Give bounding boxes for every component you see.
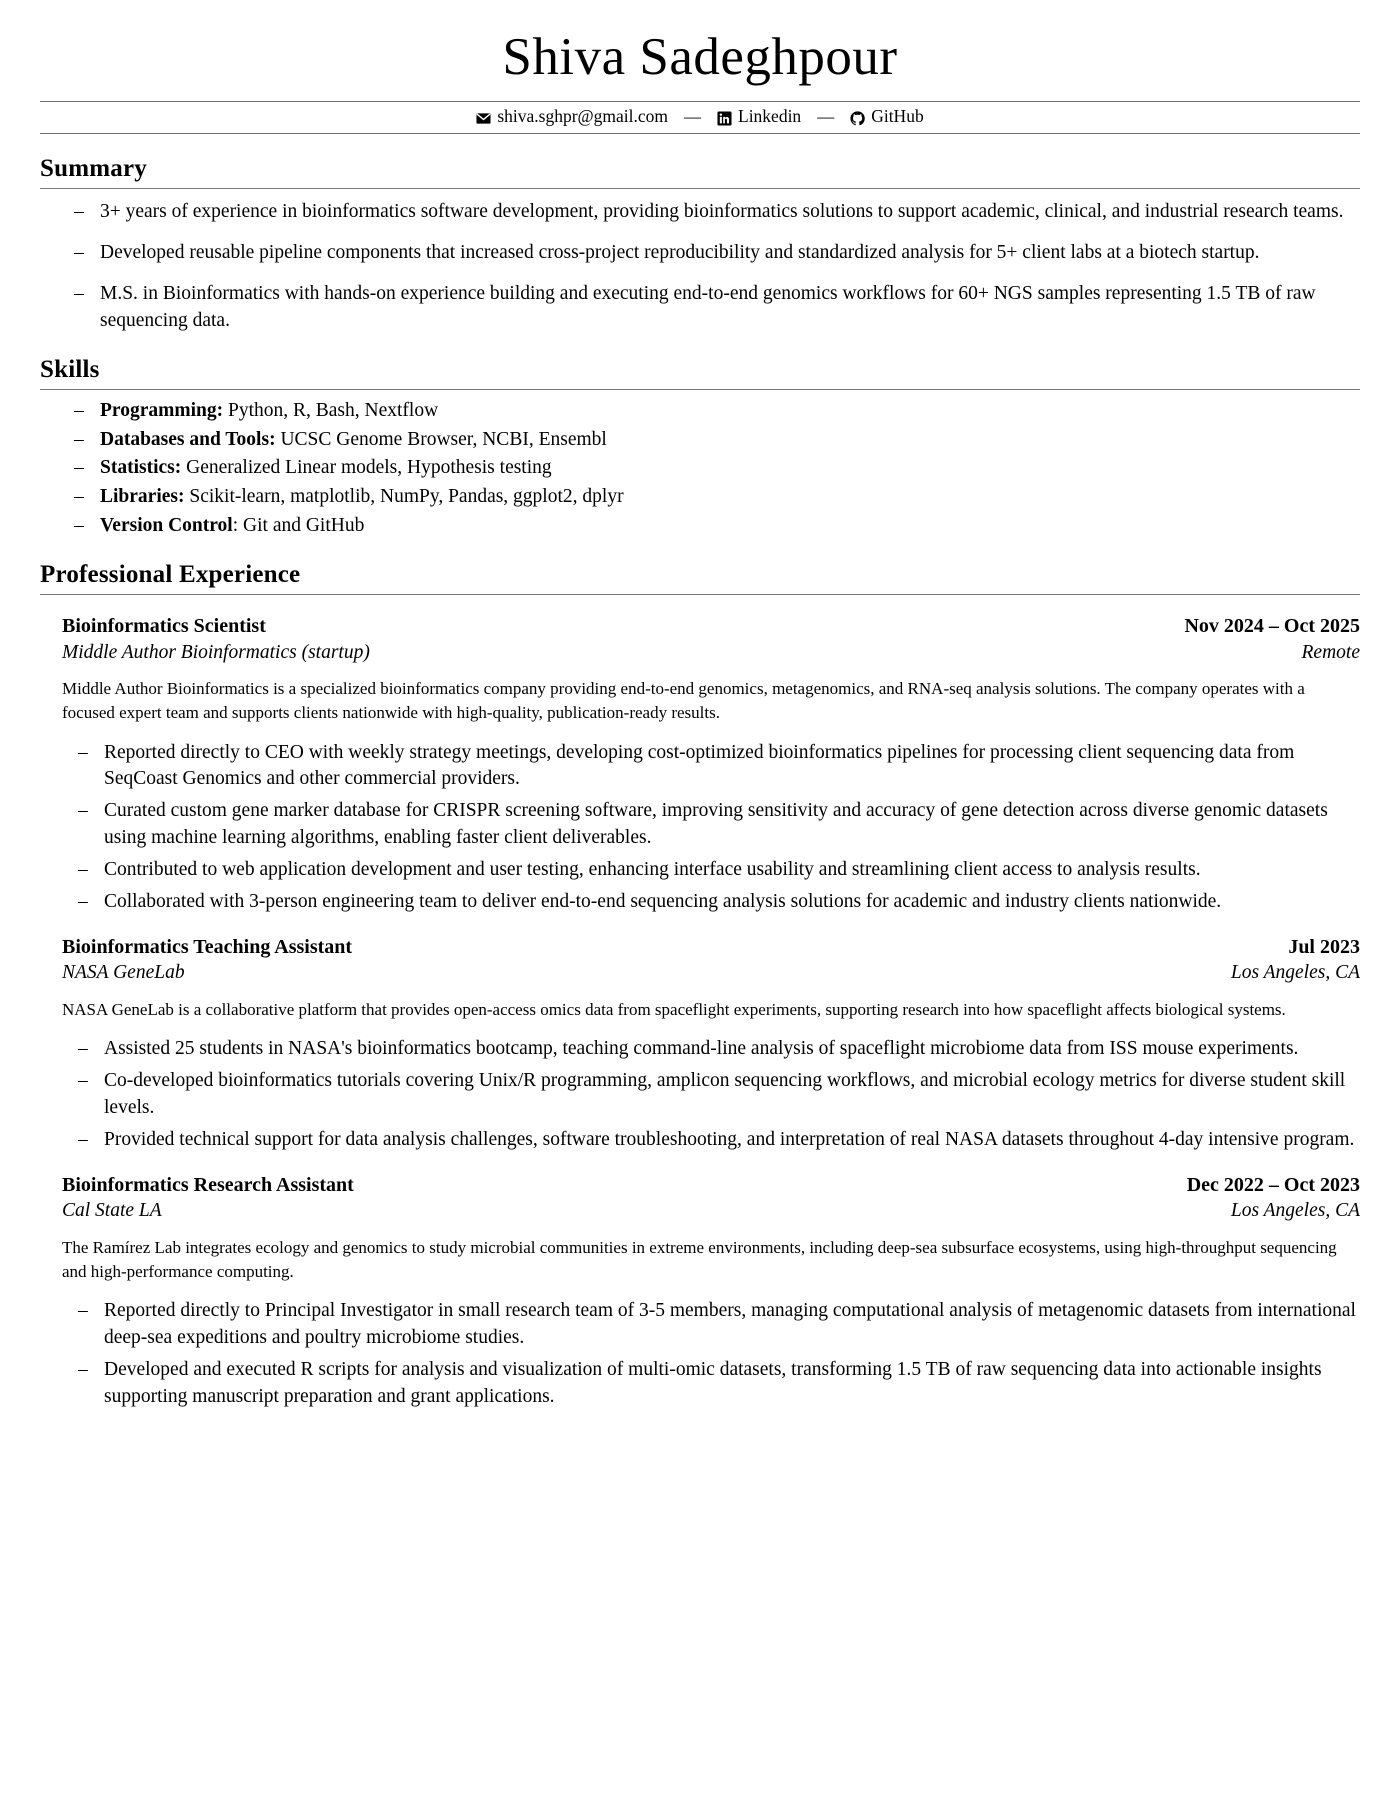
experience-org-row <box>40 640 1360 666</box>
experience-title-row <box>40 1172 1360 1198</box>
section-rule-skills <box>40 389 1360 390</box>
job-dates: Dec 2022 – Oct 2023 <box>1186 1173 1360 1196</box>
skill-label: Statistics: <box>100 457 182 479</box>
skill-label: Programming: <box>100 399 224 421</box>
skill-value: Generalized Linear models, Hypothesis testing <box>181 457 552 479</box>
list-item: – Provided technical support for data analysis challenges, software troubleshooting, and interpretation of real NASA datasets throughout 4-day intensive program. <box>78 1127 1360 1154</box>
job-title: Bioinformatics Scientist <box>62 615 266 638</box>
experience-title-row <box>40 934 1360 960</box>
job-description: The Ramírez Lab integrates ecology and genomics to study microbial communities in extreme environments, including deep-sea subsurface ecosystems, using high-throughput sequencing and high-performance computing. <box>62 1237 1337 1282</box>
job-dates: Nov 2024 – Oct 2025 <box>1184 615 1360 638</box>
experience-entry <box>40 934 1360 1154</box>
list-item <box>74 513 1360 540</box>
skill-label: Databases and Tools: <box>100 428 276 450</box>
contact-github[interactable] <box>850 105 924 129</box>
list-item: – Co-developed bioinformatics tutorials covering Unix/R programming, amplicon sequencing workflows, and microbial ecology metrics for diverse student skill levels. <box>78 1068 1360 1122</box>
job-title: Bioinformatics Teaching Assistant <box>62 935 353 958</box>
summary-list <box>40 199 1360 335</box>
experience-entry <box>40 1172 1360 1411</box>
contact-row <box>40 102 1360 133</box>
list-item: – Developed reusable pipeline components that increased cross-project reproducibility and standardized analysis for 5+ client labs at a biotech startup. <box>74 240 1360 267</box>
contact-linkedin-label: Linkedin <box>738 106 802 127</box>
contact-separator-2: — <box>817 106 835 126</box>
list-item: – Reported directly to CEO with weekly strategy meetings, developing cost-optimized bioinformatics pipelines for processing client sequencing data from SeqCoast Genomics and other commercial providers. <box>78 740 1360 794</box>
envelope-icon <box>476 111 491 126</box>
resume-header <box>40 28 1360 134</box>
contact-linkedin[interactable] <box>717 105 801 129</box>
experience-entry <box>40 613 1360 916</box>
list-item: – 3+ years of experience in bioinformatics software development, providing bioinformatics solutions to support academic, clinical, and industrial research teams. <box>74 199 1360 226</box>
job-bullet-list <box>40 1036 1360 1154</box>
job-location: Remote <box>1301 641 1360 663</box>
section-summary <box>40 154 1360 335</box>
list-item: – Reported directly to Principal Investigator in small research team of 3-5 members, managing computational analysis of metagenomic datasets from international deep-sea expeditions and poultry microbiome studies. <box>78 1298 1360 1352</box>
job-organization: NASA GeneLab <box>62 962 185 984</box>
list-item <box>74 427 1360 454</box>
list-item: – M.S. in Bioinformatics with hands-on experience building and executing end-to-end genomics workflows for 60+ NGS samples representing 1.5 TB of raw sequencing data. <box>74 281 1360 335</box>
list-item: – Assisted 25 students in NASA's bioinformatics bootcamp, teaching command-line analysis of spaceflight microbiome data from ISS mouse experiments. <box>78 1036 1360 1063</box>
job-bullet-list <box>40 1298 1360 1411</box>
skill-value: : Git and GitHub <box>232 515 365 537</box>
job-location: Los Angeles, CA <box>1230 1200 1360 1222</box>
skill-value: Scikit-learn, matplotlib, NumPy, Pandas, ggplot2, dplyr <box>184 486 624 508</box>
job-description: NASA GeneLab is a collaborative platform that provides open-access omics data from spaceflight experiments, supporting research into how spaceflight affects biological systems. <box>62 1000 1286 1020</box>
list-item: – Contributed to web application development and user testing, enhancing interface usability and streamlining client access to analysis results. <box>78 857 1360 884</box>
skill-label: Version Control <box>100 515 233 537</box>
job-dates: Jul 2023 <box>1288 935 1360 958</box>
section-title-summary: Summary <box>40 154 147 182</box>
contact-github-label: GitHub <box>871 106 924 127</box>
experience-org-row <box>40 960 1360 986</box>
contact-separator-1: — <box>684 106 701 126</box>
list-item <box>74 455 1360 482</box>
candidate-name: Shiva Sadeghpour <box>502 28 898 86</box>
job-description: Middle Author Bioinformatics is a specialized bioinformatics company providing end-to-end genomics, metagenomics, and RNA-seq analysis solutions. The company operates with a focused expert team and supports clients nationwide with high-quality, publication-ready results. <box>62 679 1305 723</box>
linkedin-icon <box>717 111 732 126</box>
job-bullet-list <box>40 740 1360 916</box>
experience-title-row <box>40 613 1360 639</box>
list-item: – Curated custom gene marker database for CRISPR screening software, improving sensitivity and accuracy of gene detection across diverse genomic datasets using machine learning algorithms, enabling faster client deliverables. <box>78 798 1360 852</box>
skill-label: Libraries: <box>100 486 185 508</box>
section-rule-summary <box>40 188 1360 189</box>
section-title-experience: Professional Experience <box>40 561 301 589</box>
contact-email[interactable] <box>476 105 668 129</box>
section-skills <box>40 355 1360 541</box>
job-location: Los Angeles, CA <box>1230 962 1360 984</box>
job-organization: Cal State LA <box>62 1200 162 1222</box>
contact-email-label: shiva.sghpr@gmail.com <box>497 106 668 127</box>
github-icon <box>850 111 865 126</box>
job-title: Bioinformatics Research Assistant <box>62 1173 354 1196</box>
list-item <box>74 398 1360 425</box>
section-experience <box>40 560 1360 1411</box>
header-bottom-rule <box>40 133 1360 134</box>
job-organization: Middle Author Bioinformatics (startup) <box>62 641 370 663</box>
section-rule-experience <box>40 594 1360 595</box>
skills-list <box>40 398 1360 541</box>
skill-value: Python, R, Bash, Nextflow <box>223 399 439 421</box>
section-title-skills: Skills <box>40 355 100 383</box>
list-item: – Developed and executed R scripts for analysis and visualization of multi-omic datasets, transforming 1.5 TB of raw sequencing data into actionable insights supporting manuscript preparation and grant applications. <box>78 1357 1360 1411</box>
experience-org-row <box>40 1198 1360 1224</box>
skill-value: UCSC Genome Browser, NCBI, Ensembl <box>275 428 607 450</box>
list-item <box>74 484 1360 511</box>
list-item: – Collaborated with 3-person engineering team to deliver end-to-end sequencing analysis solutions for academic and industry clients nationwide. <box>78 889 1360 916</box>
